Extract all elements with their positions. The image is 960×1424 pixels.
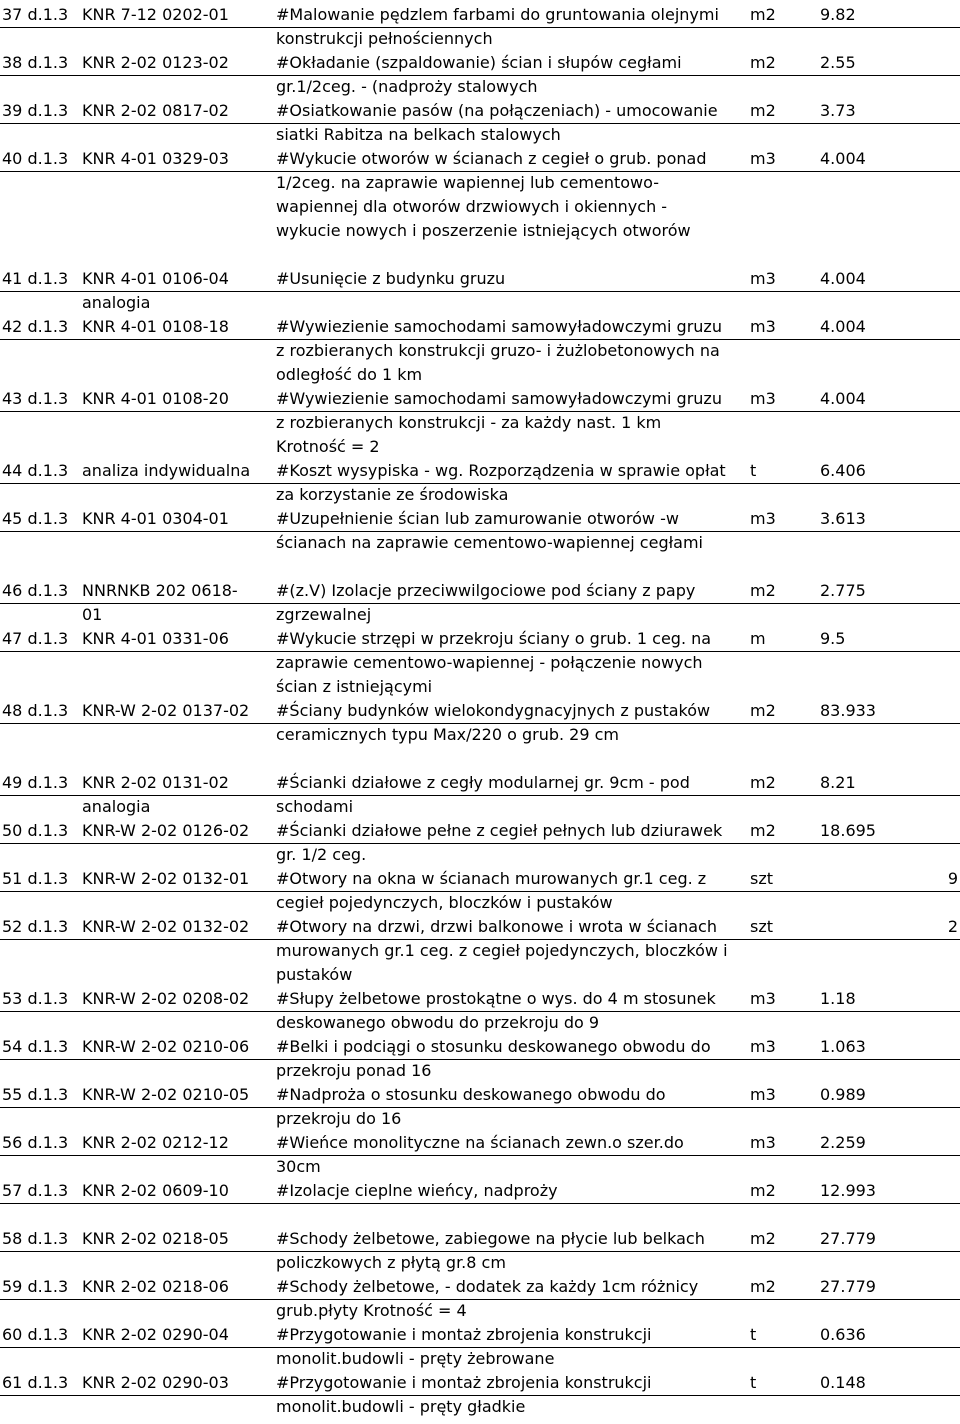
norm-code: KNR 4-01 0331-06 bbox=[82, 629, 229, 648]
work-description: #Malowanie pędzlem farbami do gruntowania olejnymi konstrukcji pełnościennych bbox=[276, 5, 719, 48]
item-number: 52 d.1.3 bbox=[2, 917, 69, 936]
item-number: 55 d.1.3 bbox=[2, 1085, 69, 1104]
row-separator bbox=[0, 1251, 960, 1252]
row-separator bbox=[0, 291, 960, 292]
row-separator bbox=[0, 795, 960, 796]
work-description: #Przygotowanie i montaż zbrojenia konstrukcji monolit.budowli - pręty żebrowane bbox=[276, 1325, 652, 1368]
unit-of-measure: m3 bbox=[750, 509, 776, 528]
norm-code: KNR 4-01 0108-20 bbox=[82, 389, 229, 408]
quantity: 1.063 bbox=[820, 1037, 866, 1056]
norm-code: KNR 4-01 0106-04 analogia bbox=[82, 269, 229, 312]
item-number: 37 d.1.3 bbox=[2, 5, 69, 24]
row-separator bbox=[0, 723, 960, 724]
quantity: 83.933 bbox=[820, 701, 876, 720]
quantity: 4.004 bbox=[820, 149, 866, 168]
norm-code: KNR 2-02 0817-02 bbox=[82, 101, 229, 120]
row-separator bbox=[0, 1011, 960, 1012]
row-separator bbox=[0, 1347, 960, 1348]
quantity: 18.695 bbox=[820, 821, 876, 840]
work-description: #Wykucie otworów w ścianach z cegieł o grub. ponad 1/2ceg. na zaprawie wapiennej lub cementowo- wapiennej dla otworów drzwiowych i okiennych - wykucie nowych i poszerzenie istniejących otworów bbox=[276, 149, 707, 240]
work-description: #Ścianki działowe pełne z cegieł pełnych lub dziurawek gr. 1/2 ceg. bbox=[276, 821, 723, 864]
quantity: 27.779 bbox=[820, 1277, 876, 1296]
quantity: 9.5 bbox=[820, 629, 846, 648]
quantity: 6.406 bbox=[820, 461, 866, 480]
unit-of-measure: m3 bbox=[750, 1085, 776, 1104]
norm-code: KNR 4-01 0304-01 bbox=[82, 509, 229, 528]
unit-of-measure: t bbox=[750, 461, 757, 480]
work-description: #Wykucie strzępi w przekroju ściany o grub. 1 ceg. na zaprawie cementowo-wapiennej - połączenie nowych ścian z istniejącymi bbox=[276, 629, 712, 696]
unit-of-measure: m3 bbox=[750, 389, 776, 408]
norm-code: KNR-W 2-02 0210-05 bbox=[82, 1085, 250, 1104]
quantity: 9.82 bbox=[820, 5, 856, 24]
unit-of-measure: m2 bbox=[750, 773, 776, 792]
unit-of-measure: m2 bbox=[750, 53, 776, 72]
quantity: 0.148 bbox=[820, 1373, 866, 1392]
item-number: 44 d.1.3 bbox=[2, 461, 69, 480]
norm-code: KNR 2-02 0212-12 bbox=[82, 1133, 229, 1152]
work-description: #Izolacje cieplne wieńcy, nadproży bbox=[276, 1181, 558, 1200]
work-description: #Ścianki działowe z cegły modularnej gr. 9cm - pod schodami bbox=[276, 773, 690, 816]
row-separator bbox=[0, 651, 960, 652]
item-number: 51 d.1.3 bbox=[2, 869, 69, 888]
row-separator bbox=[0, 171, 960, 172]
norm-code: analiza indywidualna bbox=[82, 461, 251, 480]
item-number: 54 d.1.3 bbox=[2, 1037, 69, 1056]
unit-of-measure: m bbox=[750, 629, 766, 648]
row-separator bbox=[0, 603, 960, 604]
row-separator bbox=[0, 123, 960, 124]
item-number: 61 d.1.3 bbox=[2, 1373, 69, 1392]
item-number: 38 d.1.3 bbox=[2, 53, 69, 72]
quantity: 3.613 bbox=[820, 509, 866, 528]
work-description: #Schody żelbetowe, zabiegowe na płycie lub belkach policzkowych z płytą gr.8 cm bbox=[276, 1229, 705, 1272]
unit-of-measure: t bbox=[750, 1373, 757, 1392]
row-separator bbox=[0, 1059, 960, 1060]
norm-code: KNR 2-02 0131-02 analogia bbox=[82, 773, 229, 816]
work-description: #Wywiezienie samochodami samowyładowczymi gruzu z rozbieranych konstrukcji - za każdy nast. 1 km Krotność = 2 bbox=[276, 389, 722, 456]
item-number: 60 d.1.3 bbox=[2, 1325, 69, 1344]
unit-of-measure: t bbox=[750, 1325, 757, 1344]
row-separator bbox=[0, 843, 960, 844]
item-number: 53 d.1.3 bbox=[2, 989, 69, 1008]
unit-of-measure: m2 bbox=[750, 581, 776, 600]
norm-code: KNR-W 2-02 0137-02 bbox=[82, 701, 250, 720]
row-separator bbox=[0, 1107, 960, 1108]
unit-of-measure: m2 bbox=[750, 1229, 776, 1248]
work-description: #Wieńce monolityczne na ścianach zewn.o szer.do 30cm bbox=[276, 1133, 684, 1176]
item-number: 47 d.1.3 bbox=[2, 629, 69, 648]
item-number: 49 d.1.3 bbox=[2, 773, 69, 792]
norm-code: KNR 2-02 0609-10 bbox=[82, 1181, 229, 1200]
item-number: 50 d.1.3 bbox=[2, 821, 69, 840]
quantity: 27.779 bbox=[820, 1229, 876, 1248]
row-separator bbox=[0, 939, 960, 940]
unit-of-measure: m3 bbox=[750, 1133, 776, 1152]
unit-of-measure: m2 bbox=[750, 1277, 776, 1296]
work-description: #(z.V) Izolacje przeciwwilgociowe pod ściany z papy zgrzewalnej bbox=[276, 581, 696, 624]
unit-of-measure: m2 bbox=[750, 101, 776, 120]
work-description: #Ściany budynków wielokondygnacyjnych z pustaków ceramicznych typu Max/220 o grub. 29 cm bbox=[276, 701, 711, 744]
row-separator bbox=[0, 483, 960, 484]
quantity: 3.73 bbox=[820, 101, 856, 120]
unit-of-measure: m3 bbox=[750, 989, 776, 1008]
work-description: #Wywiezienie samochodami samowyładowczymi gruzu z rozbieranych konstrukcji gruzo- i żużlobetonowych na odległość do 1 km bbox=[276, 317, 722, 384]
quantity: 4.004 bbox=[820, 317, 866, 336]
work-description: #Okładanie (szpaldowanie) ścian i słupów cegłami gr.1/2ceg. - (nadproży stalowych bbox=[276, 53, 682, 96]
norm-code: KNR 4-01 0108-18 bbox=[82, 317, 229, 336]
quantity: 2.775 bbox=[820, 581, 866, 600]
item-number: 48 d.1.3 bbox=[2, 701, 69, 720]
item-number: 56 d.1.3 bbox=[2, 1133, 69, 1152]
item-number: 59 d.1.3 bbox=[2, 1277, 69, 1296]
norm-code: KNR-W 2-02 0132-02 bbox=[82, 917, 250, 936]
work-description: #Przygotowanie i montaż zbrojenia konstrukcji monolit.budowli - pręty gładkie bbox=[276, 1373, 652, 1416]
row-separator bbox=[0, 531, 960, 532]
unit-of-measure: m2 bbox=[750, 701, 776, 720]
item-number: 58 d.1.3 bbox=[2, 1229, 69, 1248]
work-description: #Koszt wysypiska - wg. Rozporządzenia w sprawie opłat za korzystanie ze środowiska bbox=[276, 461, 726, 504]
work-description: #Osiatkowanie pasów (na połączeniach) - umocowanie siatki Rabitza na belkach stalowych bbox=[276, 101, 718, 144]
unit-of-measure: m3 bbox=[750, 269, 776, 288]
norm-code: KNR 2-02 0290-04 bbox=[82, 1325, 229, 1344]
unit-of-measure: szt bbox=[750, 869, 774, 888]
unit-of-measure: m3 bbox=[750, 1037, 776, 1056]
quantity: 4.004 bbox=[820, 389, 866, 408]
norm-code: KNR-W 2-02 0210-06 bbox=[82, 1037, 250, 1056]
item-number: 46 d.1.3 bbox=[2, 581, 69, 600]
quantity: 2 bbox=[947, 917, 958, 936]
norm-code: KNR 2-02 0290-03 bbox=[82, 1373, 229, 1392]
quantity: 9 bbox=[947, 869, 958, 888]
unit-of-measure: m2 bbox=[750, 821, 776, 840]
row-separator bbox=[0, 1395, 960, 1396]
item-number: 39 d.1.3 bbox=[2, 101, 69, 120]
unit-of-measure: m3 bbox=[750, 149, 776, 168]
item-number: 43 d.1.3 bbox=[2, 389, 69, 408]
row-separator bbox=[0, 891, 960, 892]
quantity: 0.636 bbox=[820, 1325, 866, 1344]
quantity: 2.55 bbox=[820, 53, 856, 72]
norm-code: KNR-W 2-02 0132-01 bbox=[82, 869, 250, 888]
row-separator bbox=[0, 1203, 960, 1204]
row-separator bbox=[0, 1299, 960, 1300]
unit-of-measure: m2 bbox=[750, 5, 776, 24]
quantity: 4.004 bbox=[820, 269, 866, 288]
work-description: #Uzupełnienie ścian lub zamurowanie otworów -w ścianach na zaprawie cementowo-wapiennej cegłami bbox=[276, 509, 703, 552]
norm-code: KNR 2-02 0218-05 bbox=[82, 1229, 229, 1248]
quantity: 1.18 bbox=[820, 989, 856, 1008]
work-description: #Usunięcie z budynku gruzu bbox=[276, 269, 506, 288]
norm-code: KNR 7-12 0202-01 bbox=[82, 5, 229, 24]
unit-of-measure: m2 bbox=[750, 1181, 776, 1200]
item-number: 40 d.1.3 bbox=[2, 149, 69, 168]
item-number: 42 d.1.3 bbox=[2, 317, 69, 336]
row-separator bbox=[0, 411, 960, 412]
item-number: 45 d.1.3 bbox=[2, 509, 69, 528]
work-description: #Otwory na okna w ścianach murowanych gr.1 ceg. z cegieł pojedynczych, bloczków i pustaków bbox=[276, 869, 707, 912]
row-separator bbox=[0, 75, 960, 76]
norm-code: KNR-W 2-02 0208-02 bbox=[82, 989, 250, 1008]
row-separator bbox=[0, 339, 960, 340]
work-description: #Schody żelbetowe, - dodatek za każdy 1cm różnicy grub.płyty Krotność = 4 bbox=[276, 1277, 699, 1320]
item-number: 41 d.1.3 bbox=[2, 269, 69, 288]
norm-code: KNR 2-02 0218-06 bbox=[82, 1277, 229, 1296]
work-description: #Słupy żelbetowe prostokątne o wys. do 4 m stosunek deskowanego obwodu do przekroju do 9 bbox=[276, 989, 716, 1032]
row-separator bbox=[0, 1155, 960, 1156]
norm-code: NNRNKB 202 0618- 01 bbox=[82, 581, 238, 624]
unit-of-measure: szt bbox=[750, 917, 774, 936]
norm-code: KNR 4-01 0329-03 bbox=[82, 149, 229, 168]
quantity: 2.259 bbox=[820, 1133, 866, 1152]
work-description: #Belki i podciągi o stosunku deskowanego obwodu do przekroju ponad 16 bbox=[276, 1037, 711, 1080]
row-separator bbox=[0, 27, 960, 28]
work-description: #Nadproża o stosunku deskowanego obwodu do przekroju do 16 bbox=[276, 1085, 666, 1128]
quantity: 0.989 bbox=[820, 1085, 866, 1104]
quantity: 12.993 bbox=[820, 1181, 876, 1200]
norm-code: KNR-W 2-02 0126-02 bbox=[82, 821, 250, 840]
quantity: 8.21 bbox=[820, 773, 856, 792]
item-number: 57 d.1.3 bbox=[2, 1181, 69, 1200]
unit-of-measure: m3 bbox=[750, 317, 776, 336]
work-description: #Otwory na drzwi, drzwi balkonowe i wrota w ścianach murowanych gr.1 ceg. z cegieł pojedynczych, bloczków i pustaków bbox=[276, 917, 728, 984]
norm-code: KNR 2-02 0123-02 bbox=[82, 53, 229, 72]
